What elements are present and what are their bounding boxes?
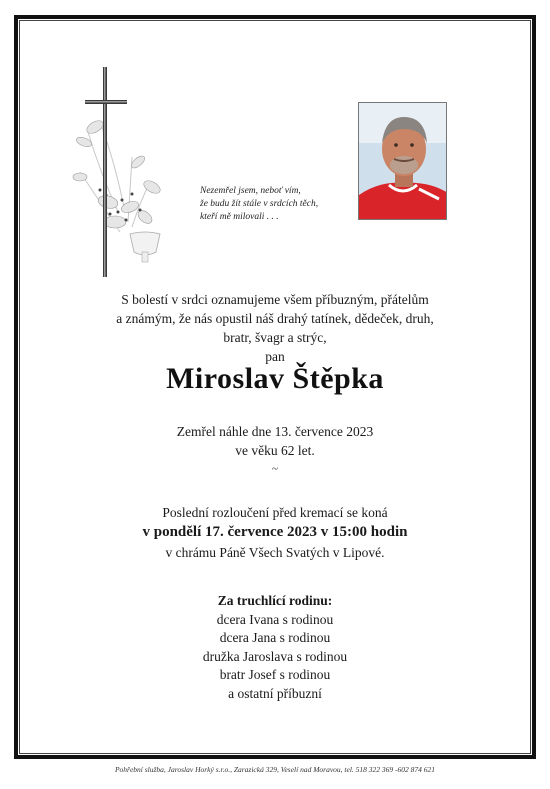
farewell-intro: Poslední rozloučení před kremací se koná [162,505,388,520]
announcement-line: S bolestí v srdci oznamujeme všem příbuzným, přátelům [121,292,429,307]
cross-with-lilies-icon [70,62,170,280]
family-list [19,592,531,703]
family-member: a ostatní příbuzní [228,685,322,701]
announcement-line: a známým, že nás opustil náš drahý tatínek, dědeček, druh, [116,311,434,326]
family-member: dcera Jana s rodinou [219,630,331,645]
family-member: bratr Josef s rodinou [219,667,331,682]
portrait-photo [358,102,447,220]
quote-line: Nezemřel jsem, neboť vím, [200,186,301,196]
announcement [19,290,531,366]
quote-line: kteří mě milovali . . . [200,212,279,222]
family-member: dcera Ivana s rodinou [216,611,334,627]
death-notice [19,422,531,460]
family-heading: Za truchlící rodinu: [217,593,333,608]
funeral-service-footer: Pohřební služba, Jaroslav Horký s.r.o., Zarazická 329, Veselí nad Moravou, tel. 518 322 369 -602 874 621 [114,765,436,774]
farewell-info [19,503,531,562]
death-date: Zemřel náhle dne 13. července 2023 [176,424,374,439]
family-member: družka Jaroslava s rodinou [202,648,348,664]
farewell-place: v chrámu Páně Všech Svatých v Lipové. [165,545,385,560]
announcement-line: bratr, švagr a strýc, [223,330,327,345]
tilde-ornament: ~ [272,463,278,475]
quote [200,185,350,224]
announcement-line: pan [265,349,285,364]
farewell-datetime: v pondělí 17. července 2023 v 15:00 hodin [142,524,408,540]
death-age: ve věku 62 let. [235,443,315,458]
deceased-name: Miroslav Štěpka [166,362,384,395]
quote-line: že budu žít stále v srdcích těch, [200,199,319,209]
